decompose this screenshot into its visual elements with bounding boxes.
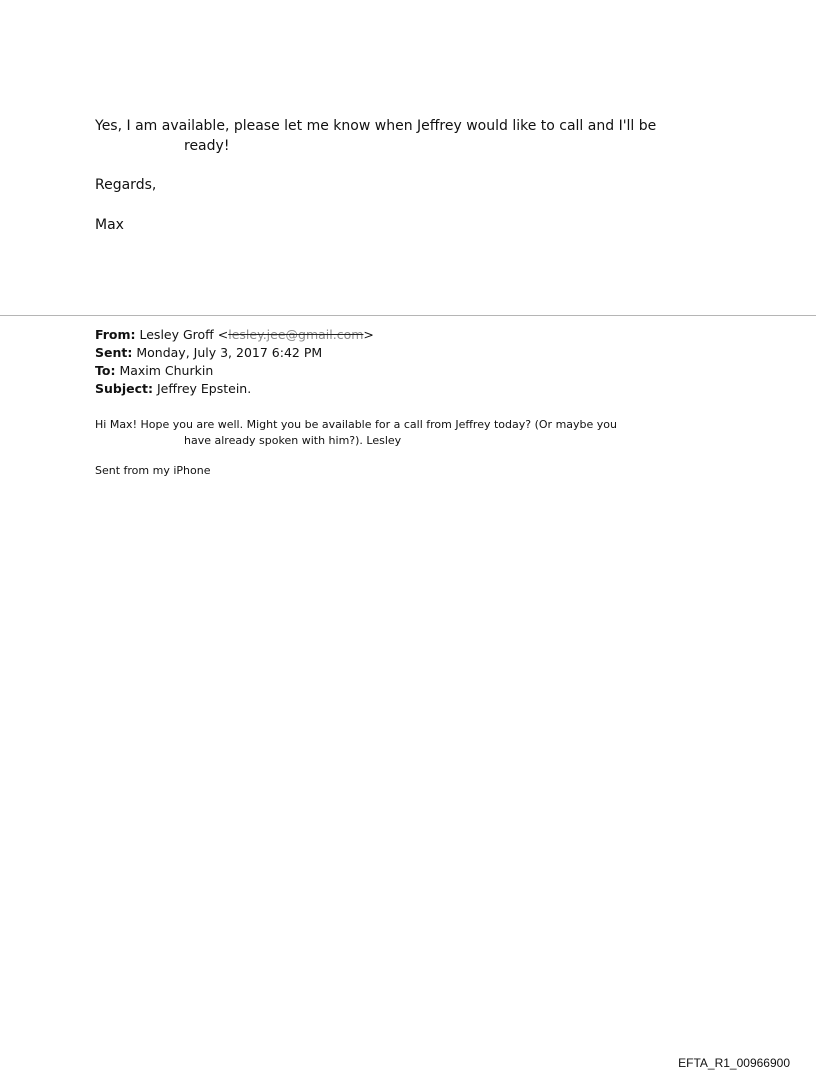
- from-close: >: [363, 327, 374, 342]
- sent-row: [95, 344, 715, 362]
- from-email: lesley.jee@gmail.com: [228, 327, 364, 342]
- to-value: Maxim Churkin: [119, 363, 214, 378]
- message-divider: [0, 315, 816, 316]
- reply-line-1: Yes, I am available, please let me know when Jeffrey would like to call and I'll be: [95, 118, 657, 134]
- to-label: To:: [95, 363, 116, 378]
- sent-label: Sent:: [95, 345, 133, 360]
- from-label: From:: [95, 327, 136, 342]
- subject-row: [95, 380, 715, 398]
- to-row: [95, 362, 715, 380]
- original-message-header: [95, 326, 715, 398]
- subject-label: Subject:: [95, 381, 153, 396]
- reply-regards: Regards,: [95, 177, 157, 193]
- subject-value: Jeffrey Epstein.: [156, 381, 252, 396]
- sent-value: Monday, July 3, 2017 6:42 PM: [136, 345, 323, 360]
- reply-line-2: ready!: [184, 138, 230, 154]
- reply-message: [95, 116, 715, 233]
- from-name: Lesley Groff <: [139, 327, 229, 342]
- body-line-1: Hi Max! Hope you are well. Might you be available for a call from Jeffrey today? (Or maybe you: [95, 418, 617, 431]
- from-row: [95, 326, 715, 344]
- document-id: EFTA_R1_00966900: [678, 1056, 790, 1070]
- original-message-body: [95, 417, 715, 479]
- body-line-2: have already spoken with him?). Lesley: [184, 434, 402, 447]
- sent-from-signature: Sent from my iPhone: [95, 464, 211, 477]
- reply-signature: Max: [95, 217, 124, 233]
